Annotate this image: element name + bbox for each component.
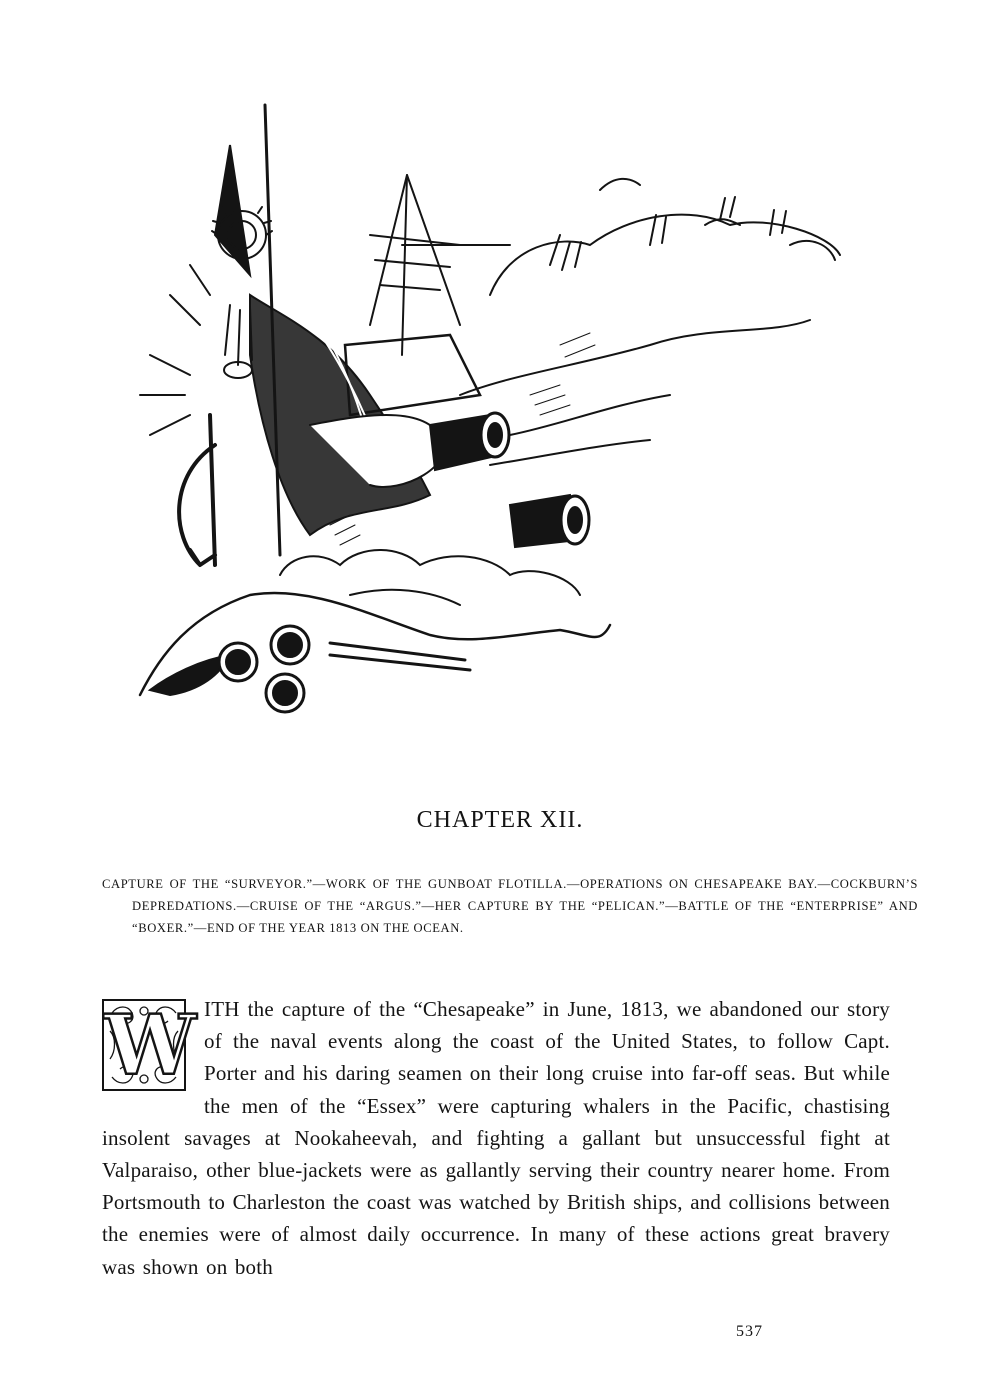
ship-mast xyxy=(370,175,460,355)
smoke-cloud-lower xyxy=(460,320,810,395)
cannon-rammer xyxy=(330,643,470,670)
page-number: 537 xyxy=(736,1323,763,1340)
body-paragraph xyxy=(102,993,890,1283)
dropcap-letter: W xyxy=(104,998,197,1094)
anchor xyxy=(179,415,215,565)
chapter-summary: CAPTURE OF THE “SURVEYOR.”—WORK OF THE GUNBOAT FLOTILLA.—OPERATIONS ON CHESAPEAKE BAY.—COCKBURN’S DEPREDATIONS.—CRUISE OF THE “ARGUS.”—HER CAPTURE BY THE “PELICAN.”—BATTLE OF THE “ENTERPRISE” AND “BOXER.”—END OF THE YEAR 1813 ON THE OCEAN. xyxy=(102,877,918,935)
body-text: ITH the capture of the “Chesapeake” in June, 1813, we abandoned our story of the naval events along the coast of the United States, to follow Capt. Porter and his daring seamen on their long cruise into far-off seas. But while the men of the “Essex” were capturing whalers in the Pacific, chastising insolent savages at Nookaheevah, and fighting a gallant but unsuccessful fight at Valparaiso, other blue-jackets were as gallantly serving their country nearer home. From Portsmouth to Charleston the coast was watched by British ships, and collisions between the enemies were of almost daily occurrence. In many of these actions great bravery was shown on both xyxy=(102,997,890,1279)
ornamental-dropcap xyxy=(102,998,197,1094)
cannon-lower xyxy=(510,495,589,547)
chapter-title: CHAPTER XII. xyxy=(416,807,584,833)
cannon-upper xyxy=(430,413,509,470)
chapter-header-illustration xyxy=(130,95,870,720)
